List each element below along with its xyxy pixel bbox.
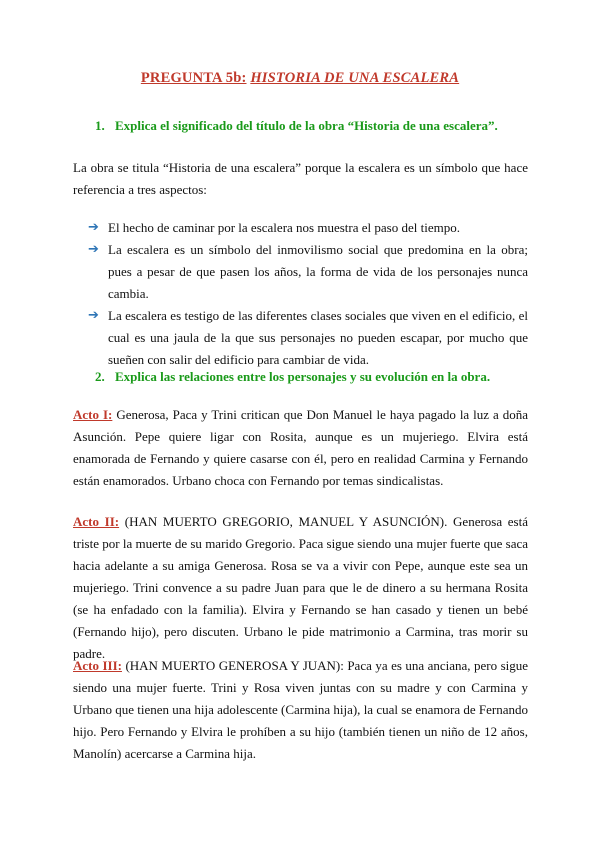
act-1-text: Generosa, Paca y Trini critican que Don Manuel le haya pagado la luz a doña Asunción. Pepe quiere ligar con Rosita, aunque es un mujeriego. Elvira está enamorada de Fernando y quiere casarse con él, pero en realidad Carmina y Fernando están enamorados. Urbano choca con Fernando por temas sindicalistas.	[73, 407, 528, 488]
arrow-right-icon: ➔	[88, 308, 99, 323]
act-2-paragraph	[73, 511, 528, 665]
question-1-text: Explica el significado del título de la obra “Historia de una escalera”.	[115, 118, 498, 133]
act-2-label: Acto II:	[73, 514, 120, 529]
question-1-number: 1.	[95, 118, 105, 133]
question-2-heading	[95, 369, 535, 385]
intro-paragraph: La obra se titula “Historia de una escalera” porque la escalera es un símbolo que hace referencia a tres aspectos:	[73, 160, 528, 197]
list-item-text: La escalera es testigo de las diferentes clases sociales que viven en el edificio, el cual es una jaula de la que sus personajes no pueden escapar, por mucho que sueñen con salir del edificio para cambiar de vida.	[108, 308, 528, 367]
question-1-heading	[95, 118, 535, 134]
act-1-label: Acto I:	[73, 407, 113, 422]
list-item	[88, 217, 528, 239]
act-3-text: (HAN MUERTO GENEROSA Y JUAN): Paca ya es una anciana, pero sigue siendo una mujer fuerte. Trini y Rosa viven juntas con su madre y con Carmina y Urbano que tienen una hija adolescente (Carmina hija), la cual se enamora de Fernando hijo. Pero Fernando y Elvira le prohíben a su hijo (también tienen un niño de 12 años, Manolín) acercarse a Carmina hija.	[73, 658, 529, 761]
arrow-right-icon: ➔	[88, 242, 99, 257]
title-prefix: PREGUNTA 5b:	[140, 70, 247, 86]
act-1-paragraph	[73, 404, 528, 492]
list-item-text: La escalera es un símbolo del inmovilismo social que predomina en la obra; pues a pesar de que pasen los años, la forma de vida de los personajes nunca cambia.	[108, 242, 528, 301]
list-item-text: El hecho de caminar por la escalera nos muestra el paso del tiempo.	[108, 220, 460, 235]
page-title	[0, 70, 600, 87]
arrow-right-icon: ➔	[88, 220, 99, 235]
question-2-text: Explica las relaciones entre los personajes y su evolución en la obra.	[115, 369, 491, 384]
list-item	[88, 239, 528, 305]
act-2-text: (HAN MUERTO GREGORIO, MANUEL Y ASUNCIÓN). Generosa está triste por la muerte de su marido Gregorio. Paca sigue siendo una mujer fuerte que saca hacia adelante a su amiga Generosa. Rosa se va a vivir con Pepe, aunque este sea un mujeriego. Trini convence a su padre Juan para que le de dinero a su hermana Rosita (se ha enfadado con la familia). Elvira y Fernando se han casado y tienen un bebé (Fernando hijo), pero discuten. Urbano le pide matrimonio a Carmina, tras morir su padre.	[73, 514, 528, 661]
act-3-label: Acto III:	[73, 658, 122, 673]
symbol-list	[88, 217, 528, 371]
question-2-number: 2.	[95, 369, 105, 384]
act-3-paragraph	[73, 655, 528, 765]
list-item	[88, 305, 528, 371]
title-work: HISTORIA DE UNA ESCALERA	[250, 70, 460, 86]
